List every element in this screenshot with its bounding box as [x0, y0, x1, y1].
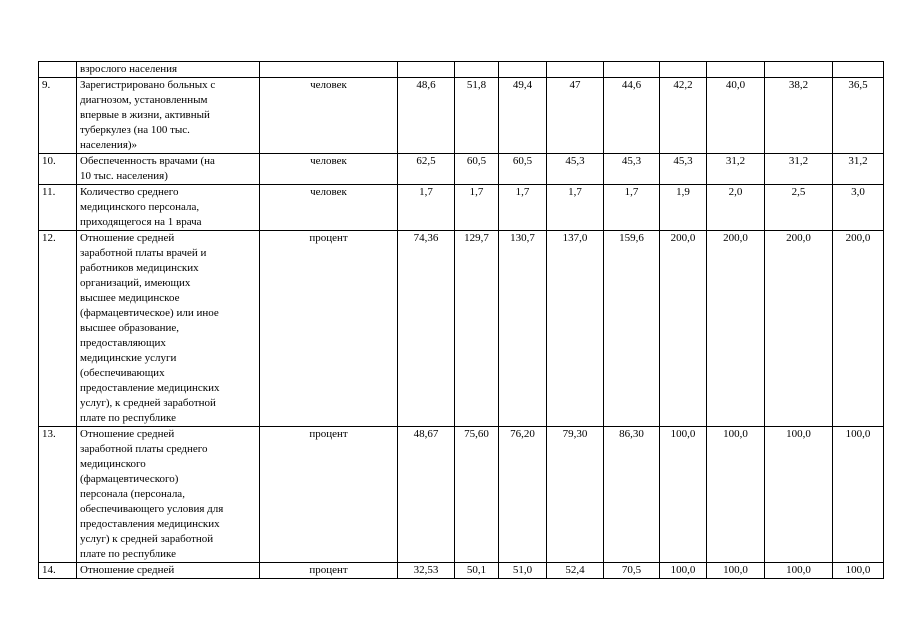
table-row	[39, 563, 884, 579]
table-body	[39, 62, 884, 579]
table-row	[39, 154, 884, 185]
indicator-name-line: (фармацевтическое) или иное	[80, 307, 219, 319]
value-cell	[765, 62, 833, 78]
indicator-name-line: Количество среднего	[80, 186, 179, 198]
indicator-name-line: заработной платы врачей и	[80, 247, 207, 259]
value-cell: 31,2	[765, 154, 833, 185]
indicator-name-line: диагнозом, установленным	[80, 94, 208, 106]
value-cell: 60,5	[499, 154, 547, 185]
value-cell: 86,30	[604, 427, 660, 563]
indicator-name-cell	[77, 185, 260, 231]
row-number-cell: 9.	[39, 78, 77, 154]
value-cell: 100,0	[833, 427, 884, 563]
value-cell	[660, 62, 707, 78]
value-cell: 70,5	[604, 563, 660, 579]
value-cell: 3,0	[833, 185, 884, 231]
indicator-name-line: персонала (персонала,	[80, 488, 185, 500]
indicator-name-line: обеспечивающего условия для	[80, 503, 224, 515]
value-cell: 200,0	[660, 231, 707, 427]
value-cell: 45,3	[547, 154, 604, 185]
value-cell	[604, 62, 660, 78]
value-cell: 200,0	[765, 231, 833, 427]
table-row	[39, 185, 884, 231]
value-cell: 200,0	[707, 231, 765, 427]
indicators-table	[38, 61, 884, 579]
value-cell: 137,0	[547, 231, 604, 427]
value-cell: 1,9	[660, 185, 707, 231]
value-cell: 51,0	[499, 563, 547, 579]
value-cell	[547, 62, 604, 78]
indicator-name-line: населения)»	[80, 139, 138, 151]
value-cell: 74,36	[398, 231, 455, 427]
indicator-name-line: Зарегистрировано больных с	[80, 79, 216, 91]
value-cell: 100,0	[707, 563, 765, 579]
table-row	[39, 231, 884, 427]
value-cell: 75,60	[455, 427, 499, 563]
unit-cell: процент	[260, 427, 398, 563]
row-number-cell	[39, 62, 77, 78]
value-cell: 129,7	[455, 231, 499, 427]
value-cell: 2,0	[707, 185, 765, 231]
value-cell: 1,7	[398, 185, 455, 231]
row-number-cell: 13.	[39, 427, 77, 563]
value-cell: 48,6	[398, 78, 455, 154]
indicator-name-line: (фармацевтического)	[80, 473, 179, 485]
indicator-name-cell: взрослого населения	[77, 62, 260, 78]
value-cell: 76,20	[499, 427, 547, 563]
indicator-name-line: 10 тыс. населения)	[80, 170, 168, 182]
indicator-name-line: Обеспеченность врачами (на	[80, 155, 215, 167]
value-cell: 45,3	[604, 154, 660, 185]
indicator-name-line: предоставления медицинских	[80, 518, 220, 530]
row-number-cell: 11.	[39, 185, 77, 231]
value-cell: 60,5	[455, 154, 499, 185]
value-cell	[499, 62, 547, 78]
value-cell: 36,5	[833, 78, 884, 154]
table-row	[39, 78, 884, 154]
indicator-name-cell	[77, 563, 260, 579]
value-cell	[707, 62, 765, 78]
value-cell: 62,5	[398, 154, 455, 185]
indicator-name-line: услуг) к средней заработной	[80, 533, 214, 545]
indicator-name-cell	[77, 427, 260, 563]
value-cell: 100,0	[707, 427, 765, 563]
indicator-name-cell	[77, 231, 260, 427]
indicator-name-line: высшее образование,	[80, 322, 180, 334]
row-number-cell: 14.	[39, 563, 77, 579]
unit-cell: процент	[260, 563, 398, 579]
value-cell: 42,2	[660, 78, 707, 154]
indicator-name-line: медицинские услуги	[80, 352, 177, 364]
value-cell: 45,3	[660, 154, 707, 185]
value-cell: 100,0	[833, 563, 884, 579]
indicator-name-line: туберкулез (на 100 тыс.	[80, 124, 190, 136]
value-cell: 32,53	[398, 563, 455, 579]
indicator-name-line: (обеспечивающих	[80, 367, 165, 379]
value-cell: 31,2	[833, 154, 884, 185]
unit-cell	[260, 62, 398, 78]
table-row	[39, 427, 884, 563]
row-number-cell: 10.	[39, 154, 77, 185]
indicator-name-cell	[77, 78, 260, 154]
indicator-name-cell	[77, 154, 260, 185]
unit-cell: процент	[260, 231, 398, 427]
value-cell: 100,0	[765, 427, 833, 563]
indicator-name-line: плате по республике	[80, 548, 176, 560]
value-cell: 1,7	[499, 185, 547, 231]
value-cell	[455, 62, 499, 78]
indicator-name-line: плате по республике	[80, 412, 176, 424]
value-cell: 159,6	[604, 231, 660, 427]
value-cell: 130,7	[499, 231, 547, 427]
value-cell: 50,1	[455, 563, 499, 579]
indicator-name-line: предоставляющих	[80, 337, 166, 349]
value-cell: 79,30	[547, 427, 604, 563]
unit-cell: человек	[260, 185, 398, 231]
indicator-name-line: медицинского персонала,	[80, 201, 200, 213]
value-cell: 51,8	[455, 78, 499, 154]
table-row-continuation	[39, 62, 884, 78]
indicator-name-line: заработной платы среднего	[80, 443, 208, 455]
indicator-name-line: медицинского	[80, 458, 146, 470]
value-cell	[398, 62, 455, 78]
indicator-name-line: услуг), к средней заработной	[80, 397, 216, 409]
value-cell: 44,6	[604, 78, 660, 154]
value-cell	[833, 62, 884, 78]
value-cell: 100,0	[660, 427, 707, 563]
indicator-name-line: предоставление медицинских	[80, 382, 220, 394]
value-cell: 47	[547, 78, 604, 154]
value-cell: 1,7	[547, 185, 604, 231]
value-cell: 1,7	[604, 185, 660, 231]
value-cell: 52,4	[547, 563, 604, 579]
unit-cell: человек	[260, 78, 398, 154]
value-cell: 100,0	[660, 563, 707, 579]
indicator-name-line: работников медицинских	[80, 262, 199, 274]
row-number-cell: 12.	[39, 231, 77, 427]
value-cell: 40,0	[707, 78, 765, 154]
value-cell: 49,4	[499, 78, 547, 154]
indicator-name-line: Отношение средней	[80, 232, 175, 244]
value-cell: 200,0	[833, 231, 884, 427]
indicator-name-line: впервые в жизни, активный	[80, 109, 210, 121]
value-cell: 38,2	[765, 78, 833, 154]
indicator-name-line: Отношение средней	[80, 428, 175, 440]
indicator-name-line: Отношение средней	[80, 564, 175, 576]
value-cell: 48,67	[398, 427, 455, 563]
value-cell: 100,0	[765, 563, 833, 579]
value-cell: 1,7	[455, 185, 499, 231]
indicator-name-line: высшее медицинское	[80, 292, 180, 304]
value-cell: 2,5	[765, 185, 833, 231]
value-cell: 31,2	[707, 154, 765, 185]
indicator-name-line: организаций, имеющих	[80, 277, 191, 289]
indicator-name-line: приходящегося на 1 врача	[80, 216, 202, 228]
unit-cell: человек	[260, 154, 398, 185]
